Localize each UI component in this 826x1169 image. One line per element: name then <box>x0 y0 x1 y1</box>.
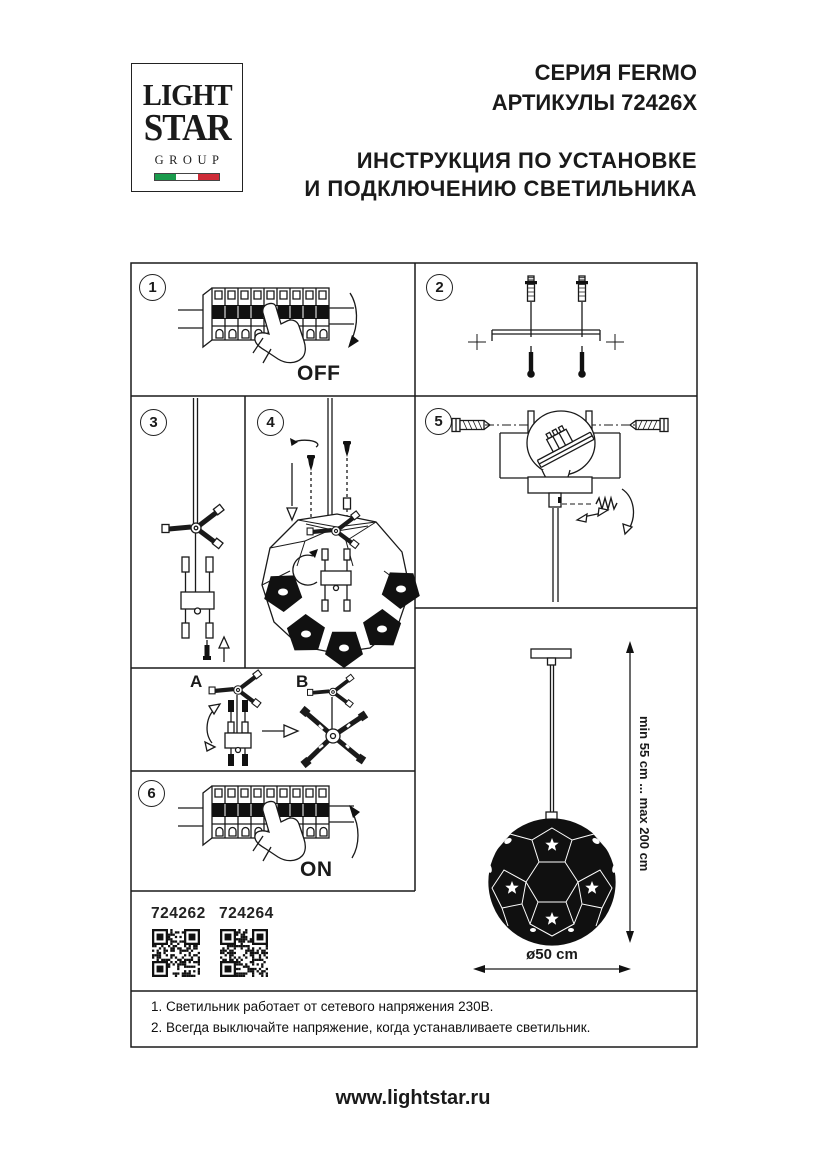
articles-title: АРТИКУЛЫ 72426X <box>491 90 697 115</box>
step5-canopy-mounting-diagram <box>452 411 668 602</box>
italian-flag-icon <box>154 173 220 181</box>
step4-shade-assembly-diagram <box>258 398 427 668</box>
diameter-dimension: ø50 cm <box>526 946 578 963</box>
logo-word-group: GROUP <box>154 152 225 167</box>
article-number-right: 724264 <box>219 905 274 922</box>
note-line-1: 1. Светильник работает от сетевого напряжения 230В. <box>151 999 494 1014</box>
step6-badge: 6 <box>138 780 165 807</box>
variant-b-label: B <box>296 672 309 691</box>
logo-word-light: LIGHT <box>142 77 232 112</box>
step1-badge: 1 <box>139 274 166 301</box>
qr-code-left <box>152 929 200 977</box>
qr-code-right <box>220 929 268 977</box>
variant-a-label: A <box>190 672 203 691</box>
website-url: www.lightstar.ru <box>335 1087 491 1109</box>
instruction-title-line2: И ПОДКЛЮЧЕНИЮ СВЕТИЛЬНИКА <box>304 176 697 201</box>
step3-rod-spider-diagram <box>162 398 229 662</box>
note-line-2: 2. Всегда выключайте напряжение, когда устанавливаете светильник. <box>151 1020 591 1035</box>
panel-grid-lines <box>131 263 697 1047</box>
step1-breaker-off-diagram <box>178 288 359 363</box>
step6-breaker-on-diagram <box>178 786 360 861</box>
pendant-dimensions-diagram <box>473 641 634 973</box>
spider-fold-ab-diagram <box>205 670 366 766</box>
step4-badge: 4 <box>257 409 284 436</box>
instruction-title-line1: ИНСТРУКЦИЯ ПО УСТАНОВКЕ <box>356 148 697 173</box>
lightstar-logo <box>131 63 243 192</box>
step2-mounting-hardware-diagram <box>468 276 624 378</box>
step3-badge: 3 <box>140 409 167 436</box>
safety-notes <box>151 996 671 1038</box>
article-number-left: 724262 <box>151 905 206 922</box>
series-title: СЕРИЯ FERMO <box>534 60 697 85</box>
document-header <box>304 60 697 202</box>
step2-badge: 2 <box>426 274 453 301</box>
step5-badge: 5 <box>425 408 452 435</box>
height-range-dimension: min 55 cm ... max 200 cm <box>637 716 652 872</box>
off-label: OFF <box>297 362 341 385</box>
logo-word-star: STAR <box>143 107 231 150</box>
on-label: ON <box>300 858 333 881</box>
